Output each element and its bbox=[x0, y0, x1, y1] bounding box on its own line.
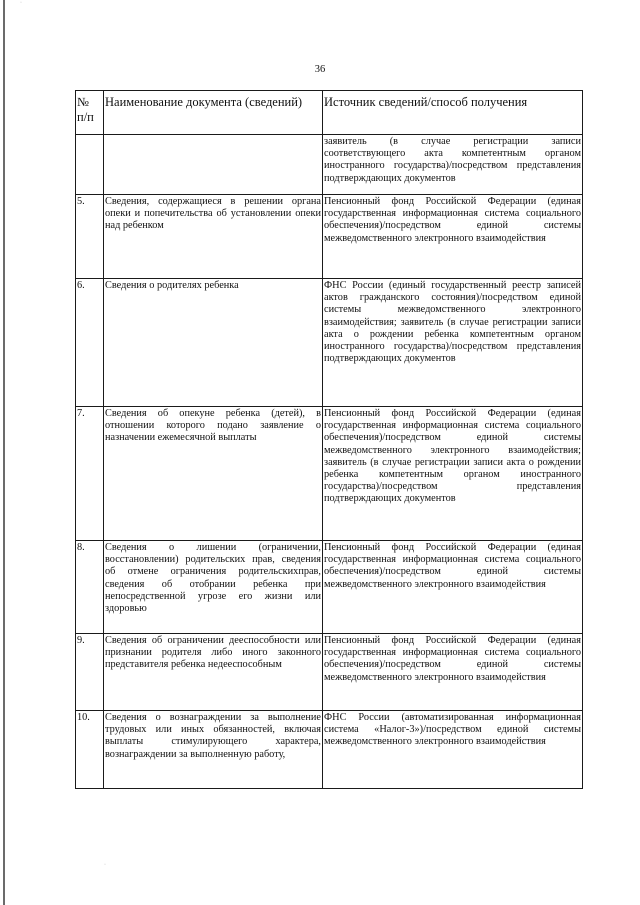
row-num: 5. bbox=[76, 195, 104, 279]
scan-speck: · bbox=[104, 862, 106, 868]
table-row bbox=[76, 135, 583, 195]
table-row bbox=[76, 541, 583, 634]
row-source: Пенсионный фонд Российской Федерации (единая государственная информационная система социального обеспечения)/посредством единой системы межведомственного электронного взаимодействия; заявитель (в случае регистрации записи акта о рождении ребенка компетентным органом иностранного государства)/посредством представления подтверждающих документов bbox=[323, 407, 583, 541]
row-num: 10. bbox=[76, 711, 104, 789]
row-num: 9. bbox=[76, 634, 104, 711]
row-name: Сведения о вознаграждении за выполнение трудовых или иных обязанностей, включая выплаты стимулирующего характера, вознаграждении за выполненную работу, bbox=[104, 711, 323, 789]
row-name: Сведения о родителях ребенка bbox=[104, 279, 323, 407]
row-name bbox=[104, 135, 323, 195]
row-num bbox=[76, 135, 104, 195]
row-source: Пенсионный фонд Российской Федерации (единая государственная информационная система социального обеспечения)/посредством единой системы межведомственного электронного взаимодействия bbox=[323, 195, 583, 279]
header-source: Источник сведений/способ получения bbox=[323, 91, 583, 135]
row-source: ФНС России (автоматизированная информационная система «Налог-3»)/посредством единой системы межведомственного электронного взаимодействия bbox=[323, 711, 583, 789]
scan-margin-line bbox=[3, 0, 5, 905]
row-name: Сведения об ограничении дееспособности или признании родителя либо иного законного представителя ребенка недееспособным bbox=[104, 634, 323, 711]
table-row bbox=[76, 634, 583, 711]
row-source: Пенсионный фонд Российской Федерации (единая государственная информационная система социального обеспечения)/посредством единой системы межведомственного электронного взаимодействия bbox=[323, 541, 583, 634]
row-source: ФНС России (единый государственный реестр записей актов гражданского состояния)/посредством единой системы межведомственного электронного взаимодействия; заявитель (в случае регистрации записи акта о рождении ребенка компетентным органом иностранного государства)/посредством представления подтверждающих документов bbox=[323, 279, 583, 407]
header-num: № п/п bbox=[76, 91, 104, 135]
table-row bbox=[76, 711, 583, 789]
documents-table bbox=[75, 90, 583, 789]
row-num: 7. bbox=[76, 407, 104, 541]
page-number: 36 bbox=[314, 64, 326, 75]
header-name: Наименование документа (сведений) bbox=[104, 91, 323, 135]
row-num: 8. bbox=[76, 541, 104, 634]
row-source: заявитель (в случае регистрации записи соответствующего акта компетентным органом иностранного государства)/посредством представления подтверждающих документов bbox=[323, 135, 583, 195]
scan-speck: · bbox=[20, 0, 22, 6]
table-row bbox=[76, 407, 583, 541]
row-name: Сведения о лишении (ограничении, восстановлении) родительских прав, сведения об отмене ограничения родительскихправ, сведения об отобрании ребенка при непосредственной угрозе его жизни или здоровью bbox=[104, 541, 323, 634]
table-header-row bbox=[76, 91, 583, 135]
row-name: Сведения об опекуне ребенка (детей), в отношении которого подано заявление о назначении ежемесячной выплаты bbox=[104, 407, 323, 541]
table-row bbox=[76, 195, 583, 279]
row-num: 6. bbox=[76, 279, 104, 407]
table-row bbox=[76, 279, 583, 407]
row-name: Сведения, содержащиеся в решении органа опеки и попечительства об установлении опеки над ребенком bbox=[104, 195, 323, 279]
row-source: Пенсионный фонд Российской Федерации (единая государственная информационная система социального обеспечения)/посредством единой системы межведомственного электронного взаимодействия bbox=[323, 634, 583, 711]
